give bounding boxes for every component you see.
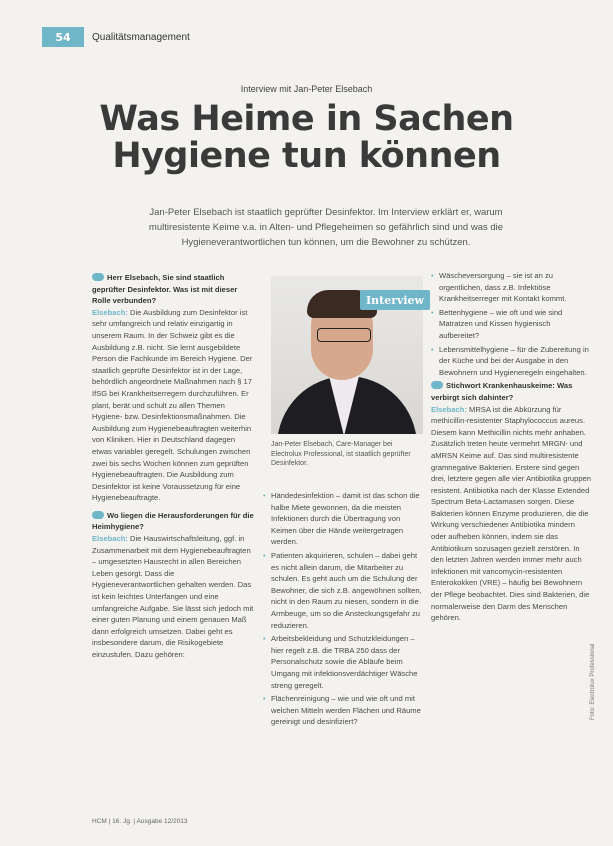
page-footer: HCM | 16. Jg. | Ausgabe 12/2013 (92, 818, 188, 825)
speaker-label: Elsebach: (92, 534, 128, 544)
answer-2 (92, 533, 254, 661)
headline-line-1: Was Heime in Sachen (99, 99, 514, 139)
list-item: • Händedesinfektion – damit ist das schon die halbe Miete gewonnen, da die meisten Infektionen durch die Übertragung von Keimen über die Hände weitergetragen werden. (263, 490, 425, 548)
list-item: • Arbeitsbekleidung und Schutzkleidungen – hier regelt z.B. die TRBA 250 dass der Personalschutz sowie die Abläufe beim Umgang mit infektionsverdächtiger Wäsche streng geregelt. (263, 633, 425, 691)
question-3 (431, 380, 591, 403)
intro-text: Jan-Peter Elsebach ist staatlich geprüfter Desinfektor. Im Interview erklärt er, warum multiresistente Keime v.a. in Alten- und Pflegeheimen so gefährlich sind und was die Hygieneverantwortlichen tun können, um die Bewohner zu schützen. (148, 207, 504, 248)
column-3 (431, 270, 591, 630)
answer-1-text: Die Ausbildung zum Desinfektor ist sehr umfangreich und relativ einzigartig in unserem Raum. In der Schweiz gibt es die Ausbildung z.B. nicht. Sie lernt ausgebildete Person die Fachkunde im Bereich Hygiene. Der staatlich geprüfte Desinfektor ist in der Lage, behördlich angeordnete Maßnahmen nach § 17 IfSG bei Krankheitserregern durchzuführen. Er plant, berät und schult zu allen Themen Hygiene- bzw. Desinfektionsmaßnahmen. Die Ausbildung zum Hygienebeauftragten weiterhin von Kliniken. Hier in Deutschland dagegen etwas variabler geregelt. Schulungen zwischen zwei bis sechs Wochen können zum geprüften Hygienebeauftragten. Die Ausbildung zum Desinfektor ist keine Voraussetzung für eine Hygienebeauftragte. (92, 307, 253, 503)
list-item: • Lebensmittelhygiene – für die Zubereitung in der Küche und bei der Ausgabe in den Bewohnern und Hygieneregeln eingehalten. (431, 344, 591, 379)
list-item: • Flächenreinigung – wie und wie oft und mit welchen Mitteln werden Flächen und Räume gereinigt und desinfiziert? (263, 693, 425, 728)
risk-list-continued (431, 270, 591, 378)
list-item: • Bettenhygiene – wie oft und wie sind Matratzen und Kissen hygienisch aufbereitet? (431, 307, 591, 342)
speech-bubble-icon (92, 273, 104, 281)
speaker-label: Elsebach: (92, 307, 128, 317)
photo-credit: Foto: Electrolux Professional (590, 643, 596, 720)
section-name: Qualitätsmanagement (92, 31, 190, 43)
answer-2-text: Die Hauswirtschaftsleitung, ggf. in Zusammenarbeit mit dem Hygienebeauftragten – umgesetzten Hausrecht in allen Bereichen Leben gesorgt. Dass die Hygieneverantwortlichen gehalten werden. Das ist kein leichtes Unterfangen und eine umfangreiche Aufgabe. Sie lässt sich jedoch mit einer guten Planung und einem genauen Maß dann erfolgreich umsetzen. Dabei geht es insbesondere darum, die Risikogebiete einzustufen. Dazu gehören: (92, 534, 254, 659)
header-bar (42, 27, 582, 47)
question-2-text: Wo liegen die Herausforderungen für die Heimhygiene? (92, 510, 254, 532)
headline (0, 101, 613, 175)
column-2 (263, 490, 425, 730)
page-number: 54 (42, 27, 84, 47)
answer-1 (92, 307, 254, 504)
question-1 (92, 272, 254, 307)
speech-bubble-icon (431, 381, 443, 389)
question-2 (92, 510, 254, 533)
list-item: • Wäscheversorgung – sie ist an zu orgentlichen, dass z.B. Infektiöse Krankheitserreger mit Kontakt kommt. (431, 270, 591, 305)
question-1-text: Herr Elsebach, Sie sind staatlich geprüfter Desinfektor. Was ist mit dieser Rolle verbunden? (92, 273, 238, 306)
speaker-label: Elsebach: (431, 404, 467, 414)
question-3-text: Stichwort Krankenhauskeime: Was verbirgt sich dahinter? (431, 381, 573, 402)
list-item: • Patienten akquirieren, schulen – dabei geht es nicht allein darum, die Mitarbeiter zu schulen. Es geht auch um die Schulung der Bewohner, die sich z.B. angewöhnen sollten, nicht in den Raum zu niesen, sondern in die Armbeuge, um so die Ansteckungsgefahr zu reduzieren. (263, 550, 425, 631)
column-1 (92, 270, 254, 667)
answer-3 (431, 404, 591, 624)
kicker: Interview mit Jan-Peter Elsebach (240, 84, 373, 94)
interview-tag: Interview (360, 290, 430, 310)
photo-glasses (317, 328, 371, 342)
risk-list (263, 490, 425, 728)
photo-caption: Jan-Peter Elsebach, Care-Manager bei Electrolux Professional, ist staatlich geprüfter Desinfektor. (271, 441, 411, 467)
speech-bubble-icon (92, 511, 104, 519)
answer-3-text: MRSA ist die Abkürzung für methicillin-resistenter Staphylococcus aureus. Diesem kann Methicillin nichts mehr anhaben. Zusätzlich treten heute vermehrt MRGN- und aMRSN Keime auf. Das sind multiresistente gramnegative Bakterien. Erstere sind gegen drei, letztere gegen alle vier Antibiotika gruppen resistent. Antibiotika nach der Klasse Extended Spectrum Beta-Lactamasen sorgen. Diese Bakterien können Enzyme produzieren, die die Wirkung verschiedener Antibiotika mindern oder aufheben können, indem sie das Antibiotikum sozusagen gezielt zerstören. In den letzten Jahren werden immer mehr auch Infektionen mit vancomycin-resistenten Enterokokken (VRE) – häufig bei Bewohnern der Pflege beobachtet. Dies sind Bakterien, die normalerweise den Darm des Menschen gehören. (431, 404, 591, 623)
headline-line-2: Hygiene tun können (112, 136, 501, 176)
